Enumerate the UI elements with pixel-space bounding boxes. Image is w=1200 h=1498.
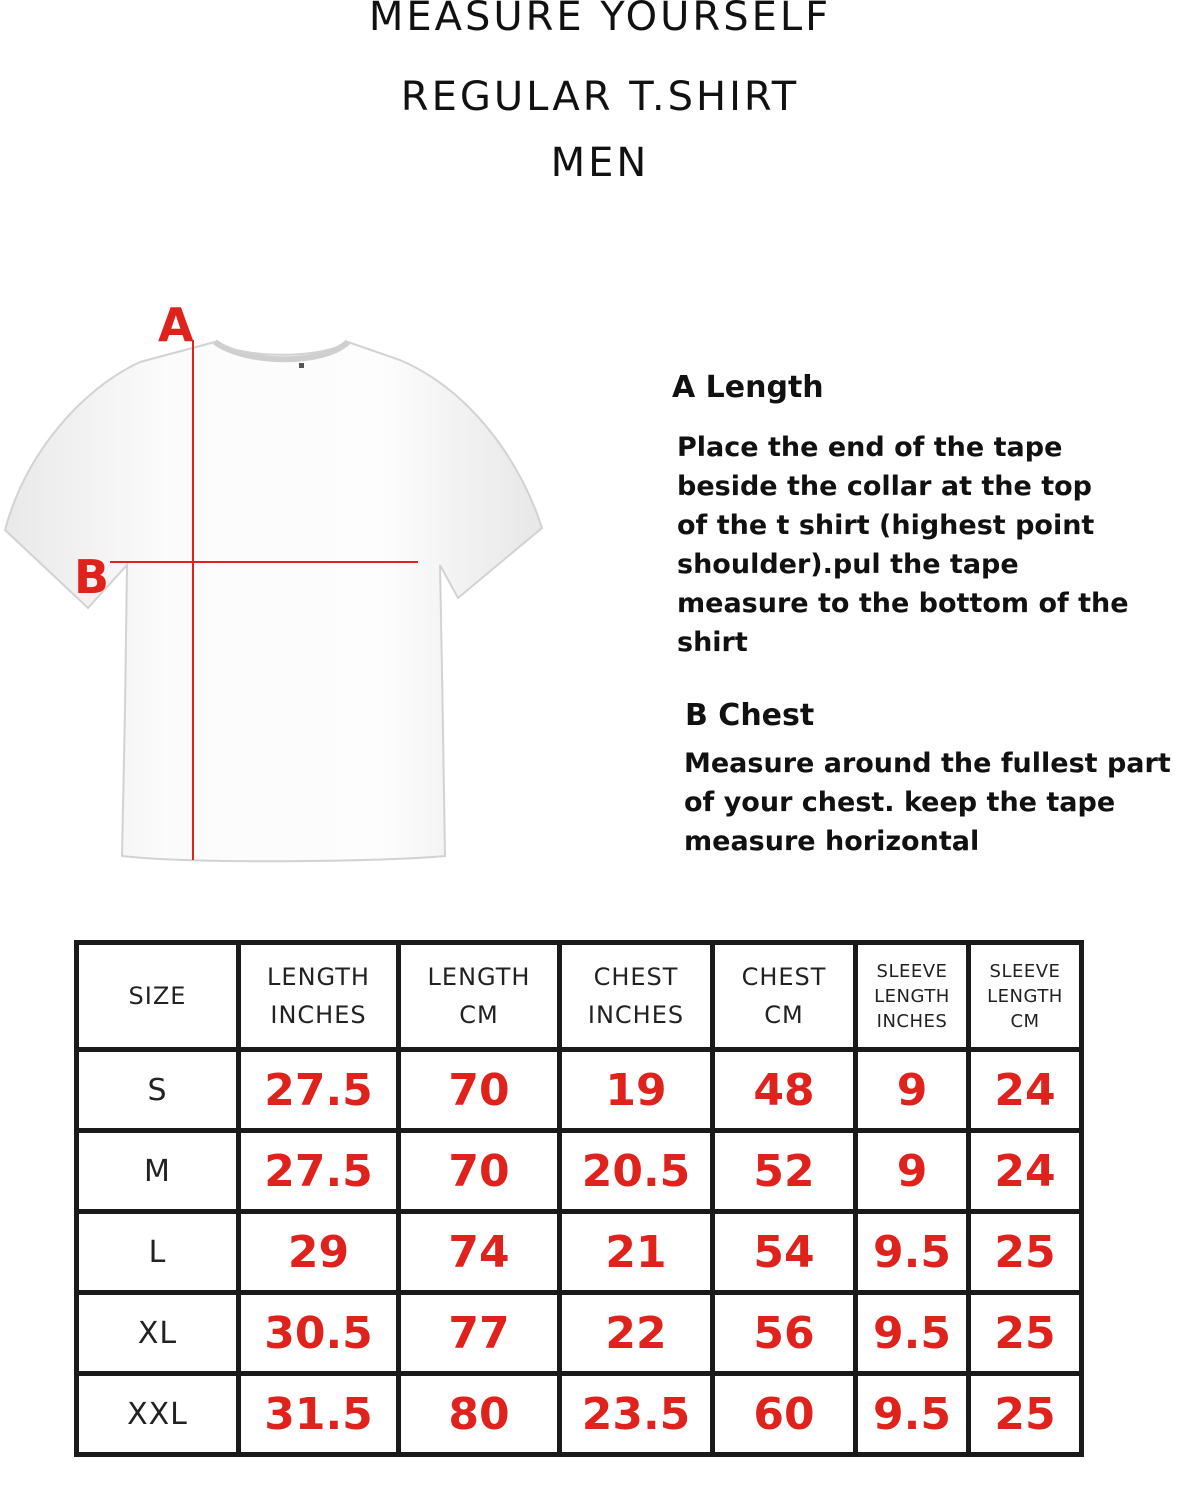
value-cell: 25 (971, 1376, 1079, 1452)
value-cell: 9.5 (858, 1376, 966, 1452)
table-row (79, 1295, 1079, 1371)
header-sleeve-cm: SLEEVE LENGTH CM (971, 945, 1079, 1047)
value-cell: 21 (562, 1214, 710, 1290)
size-cell: XXL (79, 1376, 236, 1452)
value-cell: 29 (241, 1214, 396, 1290)
value-cell: 23.5 (562, 1376, 710, 1452)
header-chest-cm: CHEST CM (715, 945, 853, 1047)
chest-instructions (684, 744, 1196, 861)
marker-a-label: A (158, 298, 194, 352)
tshirt-figure (0, 290, 560, 890)
length-text-line: measure to the bottom of the (677, 588, 1129, 619)
table-row (79, 1376, 1079, 1452)
table-row (79, 1214, 1079, 1290)
value-cell: 48 (715, 1052, 853, 1128)
header-length-inches: LENGTH INCHES (241, 945, 396, 1047)
length-text-line: shirt (677, 627, 748, 658)
value-cell: 27.5 (241, 1133, 396, 1209)
value-cell: 22 (562, 1295, 710, 1371)
value-cell: 80 (401, 1376, 557, 1452)
label-tag-icon (299, 363, 304, 368)
chest-text-line: of your chest. keep the tape (684, 787, 1116, 818)
length-heading: A Length (672, 370, 824, 405)
value-cell: 24 (971, 1133, 1079, 1209)
chest-text-line: Measure around the fullest part (684, 748, 1171, 779)
value-cell: 74 (401, 1214, 557, 1290)
value-cell: 9 (858, 1133, 966, 1209)
table-row (79, 1052, 1079, 1128)
header-size: SIZE (79, 945, 236, 1047)
value-cell: 56 (715, 1295, 853, 1371)
value-cell: 25 (971, 1295, 1079, 1371)
size-cell: L (79, 1214, 236, 1290)
table-header-row (79, 945, 1079, 1047)
value-cell: 19 (562, 1052, 710, 1128)
value-cell: 60 (715, 1376, 853, 1452)
value-cell: 20.5 (562, 1133, 710, 1209)
value-cell: 54 (715, 1214, 853, 1290)
header-sleeve-inches: SLEEVE LENGTH INCHES (858, 945, 966, 1047)
size-cell: M (79, 1133, 236, 1209)
table-row (79, 1133, 1079, 1209)
value-cell: 24 (971, 1052, 1079, 1128)
header-length-cm: LENGTH CM (401, 945, 557, 1047)
value-cell: 9.5 (858, 1295, 966, 1371)
value-cell: 9.5 (858, 1214, 966, 1290)
value-cell: 30.5 (241, 1295, 396, 1371)
size-cell: S (79, 1052, 236, 1128)
length-text-line: Place the end of the tape (677, 432, 1063, 463)
title-measure-yourself: MEASURE YOURSELF (368, 0, 832, 40)
value-cell: 9 (858, 1052, 966, 1128)
value-cell: 31.5 (241, 1376, 396, 1452)
subtitle-product: REGULAR T.SHIRT (400, 74, 800, 120)
length-instructions (677, 428, 1177, 662)
chest-heading: B Chest (685, 698, 815, 733)
length-text-line: shoulder).pul the tape (677, 549, 1019, 580)
value-cell: 70 (401, 1052, 557, 1128)
subtitle-gender: MEN (550, 140, 650, 186)
value-cell: 70 (401, 1133, 557, 1209)
value-cell: 25 (971, 1214, 1079, 1290)
size-cell: XL (79, 1295, 236, 1371)
value-cell: 27.5 (241, 1052, 396, 1128)
marker-b-label: B (74, 550, 110, 604)
header-chest-inches: CHEST INCHES (562, 945, 710, 1047)
length-text-line: of the t shirt (highest point (677, 510, 1095, 541)
size-chart-table (74, 940, 1084, 1457)
chest-text-line: measure horizontal (684, 826, 980, 857)
length-text-line: beside the collar at the top (677, 471, 1092, 502)
value-cell: 52 (715, 1133, 853, 1209)
value-cell: 77 (401, 1295, 557, 1371)
